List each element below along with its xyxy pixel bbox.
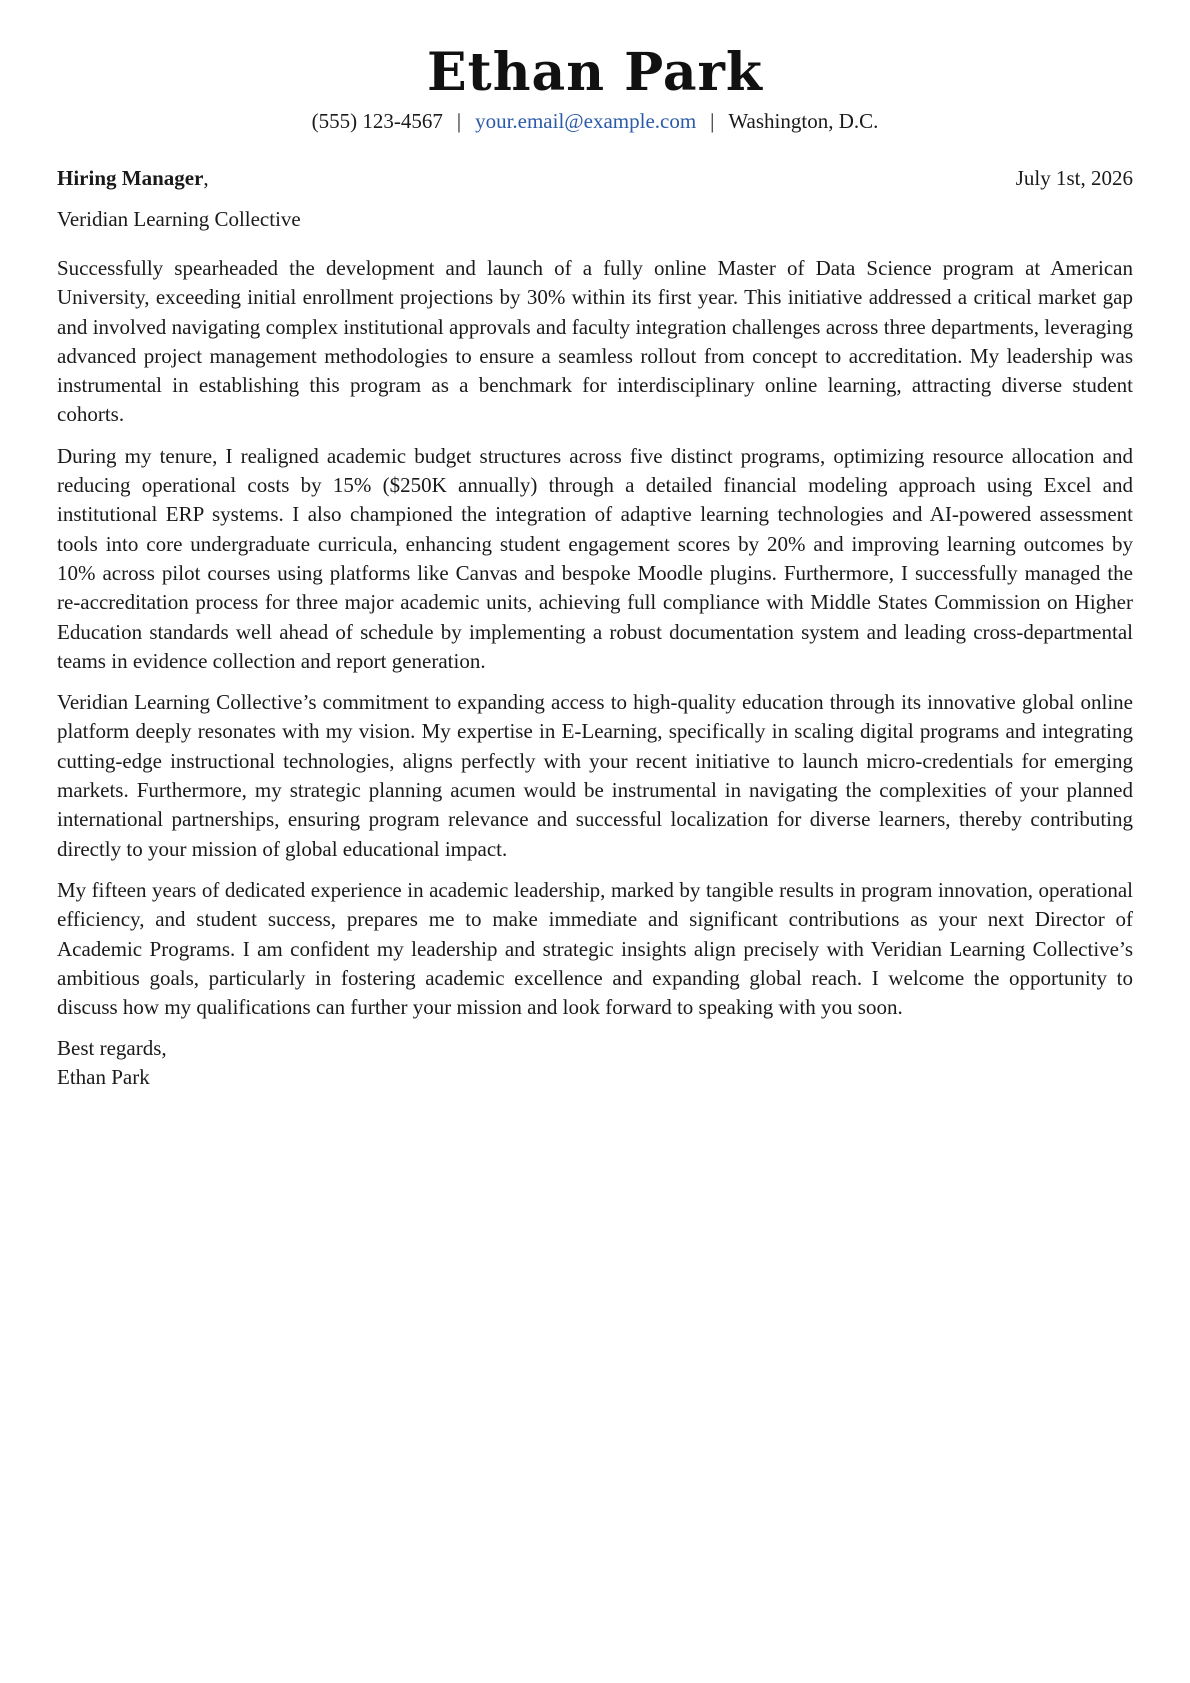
letter-closing [57,1034,1133,1092]
contact-separator: | [456,109,462,133]
body-paragraph: During my tenure, I realigned academic budget structures across five distinct programs, optimizing resource allocation and reducing operational costs by 15% ($250K annually) through a detailed financial modeling approach using Excel and institutional ERP systems. I also championed the integration of adaptive learning technologies and AI-powered assessment tools into core undergraduate curricula, enhancing student engagement scores by 20% and improving learning outcomes by 10% across pilot courses using platforms like Canvas and bespoke Moodle plugins. Furthermore, I successfully managed the re-accreditation process for three major academic units, achieving full compliance with Middle States Commission on Higher Education standards well ahead of schedule by implementing a robust documentation system and leading cross-departmental teams in evidence collection and report generation. [57,443,1133,673]
contact-separator: | [710,109,715,133]
letter-body [57,254,1133,1022]
recipient-row [57,164,1133,192]
closing-signature: Ethan Park [57,1065,150,1090]
closing-salutation: Best regards, [57,1036,167,1061]
letter-date: July 1st, 2026 [1015,166,1133,190]
phone-number: (555) 123-4567 [311,109,443,133]
email-link[interactable]: your.email@example.com [475,109,697,133]
recipient-company: Veridian Learning Collective [57,207,301,231]
contact-line [57,107,1133,135]
location: Washington, D.C. [728,109,879,133]
body-paragraph: Veridian Learning Collective’s commitment to expanding access to high-quality education through its innovative global online platform deeply resonates with my vision. My expertise in E-Learning, specifically in scaling digital programs and integrating cutting-edge instructional technologies, aligns perfectly with your recent initiative to launch micro-credentials for emerging markets. Furthermore, my strategic planning acumen would be instrumental in navigating the complexities of your planned international partnerships, ensuring program relevance and successful localization for diverse learners, thereby contributing directly to your mission of global educational impact. [57,690,1133,861]
body-paragraph: My fifteen years of dedicated experience in academic leadership, marked by tangible results in program innovation, operational efficiency, and student success, prepares me to make immediate and significant contributions as your next Director of Academic Programs. I am confident my leadership and strategic insights align precisely with Veridian Learning Collective’s ambitious goals, particularly in fostering academic excellence and expanding global reach. I welcome the opportunity to discuss how my qualifications can further your mission and look forward to speaking with you soon. [57,877,1133,1020]
recipient-title-suffix: , [203,166,209,190]
applicant-name: Ethan Park [427,42,763,103]
recipient [57,164,209,192]
cover-letter-page [57,0,1133,1092]
recipient-title: Hiring Manager [57,166,204,190]
body-paragraph: Successfully spearheaded the development and launch of a fully online Master of Data Science program at American University, exceeding initial enrollment projections by 30% within its first year. This initiative addressed a critical market gap and involved navigating complex institutional approvals and faculty integration challenges across three departments, leveraging advanced project management methodologies to ensure a seamless rollout from concept to accreditation. My leadership was instrumental in establishing this program as a benchmark for interdisciplinary online learning, attracting diverse student cohorts. [57,256,1133,427]
